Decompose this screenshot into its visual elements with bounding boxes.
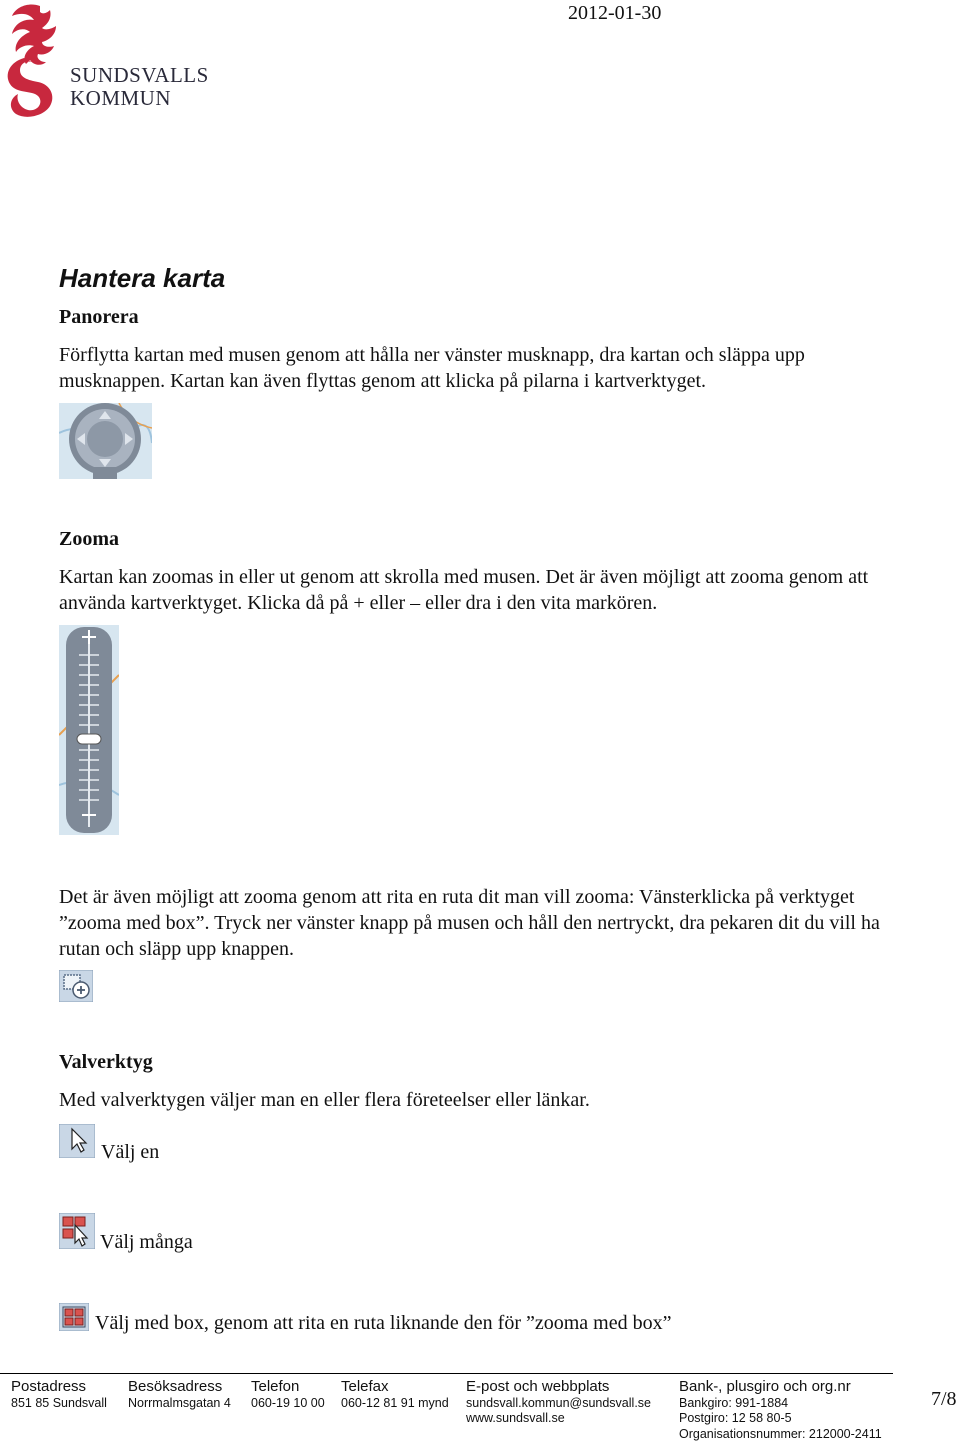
paragraph-zoom-box: Det är även möjligt att zooma genom att rita en ruta dit man vill zooma: Vänsterklicka på verktyget ”zooma med box”. Tryck ner vänster knapp på musen och håll den nertryckt, dra pekaren dit du vill ha rutan och släpp upp knappen. [59,886,880,960]
footer-website-link[interactable]: www.sundsvall.se [466,1411,565,1425]
footer-postadress: Postadress 851 85 Sundsvall [11,1378,107,1410]
pan-control-icon [59,403,152,479]
tool-label-select-box: Välj med box, genom att rita en ruta liknande den för ”zooma med box” [95,1312,672,1334]
footer-bank: Bank-, plusgiro och org.nr Bankgiro: 991-1884 Postgiro: 12 58 80-5 Organisationsnummer: 212000-2411 [679,1378,882,1441]
zoom-slider-icon [59,625,119,835]
footer-besoksadress: Besöksadress Norrmalmsgatan 4 [128,1378,231,1410]
heading-panorera: Panorera [59,306,139,328]
logo-text: SUNDSVALLS KOMMUN [70,63,209,110]
footer-divider [0,1373,893,1374]
heading-zooma: Zooma [59,528,119,550]
select-many-icon [59,1213,95,1249]
dragon-emblem-icon [0,0,70,120]
footer-epost: E-post och webbplats sundsvall.kommun@sundsvall.se www.sundsvall.se [466,1378,651,1425]
tool-label-select-one: Välj en [101,1141,160,1163]
document-date: 2012-01-30 [568,2,662,24]
sundsvall-logo [0,0,220,120]
page-number: 7/8 [931,1388,957,1410]
zoom-box-icon [59,970,93,1002]
footer-telefon: Telefon 060-19 10 00 [251,1378,325,1410]
tool-label-select-many: Välj många [100,1231,193,1253]
paragraph-zooma: Kartan kan zoomas in eller ut genom att skrolla med musen. Det är även möjligt att zooma genom att använda kartverktyget. Klicka då på + eller – eller dra i den vita markören. [59,566,869,614]
page-title: Hantera karta [59,263,226,293]
heading-valverktyg: Valverktyg [59,1051,153,1073]
select-one-icon [59,1124,95,1158]
footer-telefax: Telefax 060-12 81 91 mynd [341,1378,449,1410]
select-box-icon [59,1303,89,1331]
paragraph-valverktyg: Med valverktygen väljer man en eller flera företeelser eller länkar. [59,1089,590,1111]
paragraph-panorera: Förflytta kartan med musen genom att hålla ner vänster musknapp, dra kartan och släppa upp musknappen. Kartan kan även flyttas genom att klicka på pilarna i kartverktyget. [59,344,805,392]
footer-email-link[interactable]: sundsvall.kommun@sundsvall.se [466,1395,651,1410]
